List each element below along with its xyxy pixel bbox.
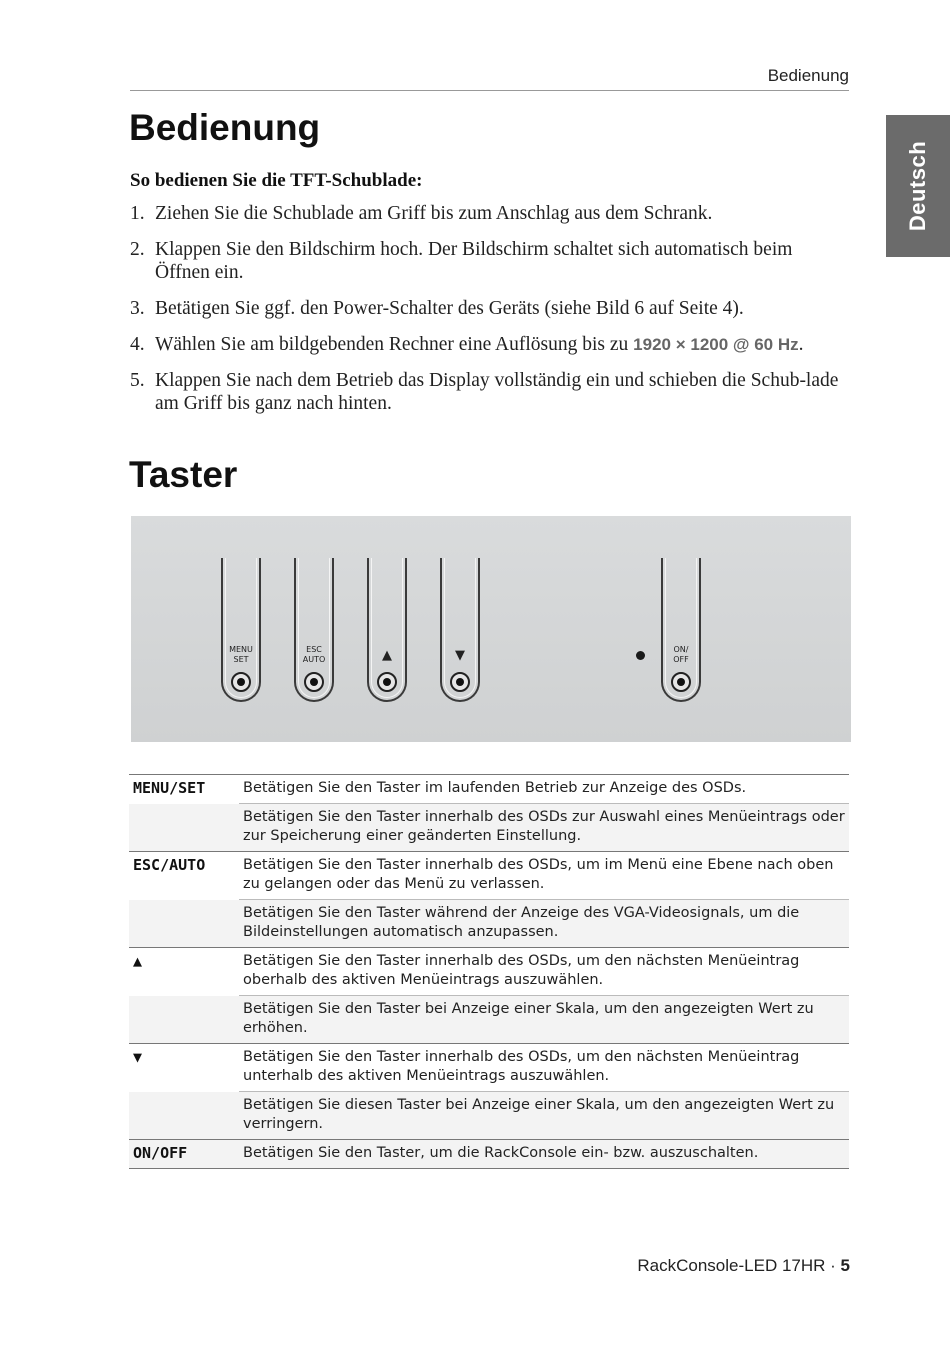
button-panel-photo (131, 516, 851, 742)
table-row: Betätigen Sie den Taster bei Anzeige einer Skala, um den angezeigten Wert zu erhöhen. (129, 996, 849, 1044)
up-arrow-icon: ▲ (382, 648, 392, 663)
page-footer (637, 1256, 850, 1276)
list-item: 5. Klappen Sie nach dem Betrieb das Display vollständig ein und schieben die Schub-lade am Griff bis ganz nach hinten. (130, 370, 839, 414)
list-item: 1. Ziehen Sie die Schublade am Griff bis zum Anschlag aus dem Schrank. (130, 203, 713, 224)
table-row: ESC/AUTO Betätigen Sie den Taster innerhalb des OSDs, um im Menü eine Ebene nach oben zu gelangen oder das Menü zu verlassen. (129, 852, 849, 900)
table-row: ▲ Betätigen Sie den Taster innerhalb des OSDs, um den nächsten Menüeintrag oberhalb des aktiven Menüeintrags auszuwählen. (129, 948, 849, 996)
table-row: MENU/SET Betätigen Sie den Taster im laufenden Betrieb zur Anzeige des OSDs. (129, 775, 849, 804)
language-tab-label: Deutsch (905, 140, 931, 232)
table-row: Betätigen Sie den Taster während der Anzeige des VGA-Videosignals, um die Bildeinstellungen automatisch anzupassen. (129, 900, 849, 948)
menu-set-button-icon (231, 672, 251, 692)
running-head: Bedienung (130, 66, 849, 91)
resolution-value: 1920 × 1200 @ 60 Hz (633, 335, 799, 354)
table-row: Betätigen Sie den Taster innerhalb des OSDs zur Auswahl eines Menüeintrags oder zur Speicherung einer geänderten Einstellung. (129, 804, 849, 852)
language-tab (886, 115, 950, 257)
table-row: Betätigen Sie diesen Taster bei Anzeige einer Skala, um den angezeigten Wert zu verringern. (129, 1092, 849, 1140)
intro-text: So bedienen Sie die TFT-Schublade: (130, 170, 423, 191)
down-arrow-icon: ▼ (455, 648, 465, 663)
table-row: ON/OFF Betätigen Sie den Taster, um die RackConsole ein- bzw. auszuschalten. (129, 1140, 849, 1169)
section-title-taster: Taster (129, 454, 238, 495)
esc-auto-button-slot: ESC AUTO (294, 558, 334, 702)
list-item: 3. Betätigen Sie ggf. den Power-Schalter des Geräts (siehe Bild 6 auf Seite 4). (130, 298, 744, 319)
on-off-button-slot: ON/ OFF (661, 558, 701, 702)
steps-list (130, 202, 850, 428)
footer-product: RackConsole-LED 17HR · (637, 1256, 841, 1275)
table-row: ▼ Betätigen Sie den Taster innerhalb des OSDs, um den nächsten Menüeintrag unterhalb des aktiven Menüeintrags auszuwählen. (129, 1044, 849, 1092)
on-off-button-icon (671, 672, 691, 692)
power-led-icon (636, 651, 645, 660)
down-button-slot (440, 558, 480, 702)
menu-set-button-slot: MENU SET (221, 558, 261, 702)
button-table (129, 774, 849, 1169)
up-button-slot (367, 558, 407, 702)
esc-auto-button-icon (304, 672, 324, 692)
list-item: 2. Klappen Sie den Bildschirm hoch. Der Bildschirm schaltet sich automatisch beim Öffnen ein. (130, 239, 793, 283)
section-title-bedienung: Bedienung (129, 107, 321, 148)
down-button-icon (450, 672, 470, 692)
up-button-icon (377, 672, 397, 692)
page-number: 5 (840, 1256, 850, 1275)
list-item: 4. Wählen Sie am bildgebenden Rechner eine Auflösung bis zu 1920 × 1200 @ 60 Hz. (130, 334, 804, 355)
